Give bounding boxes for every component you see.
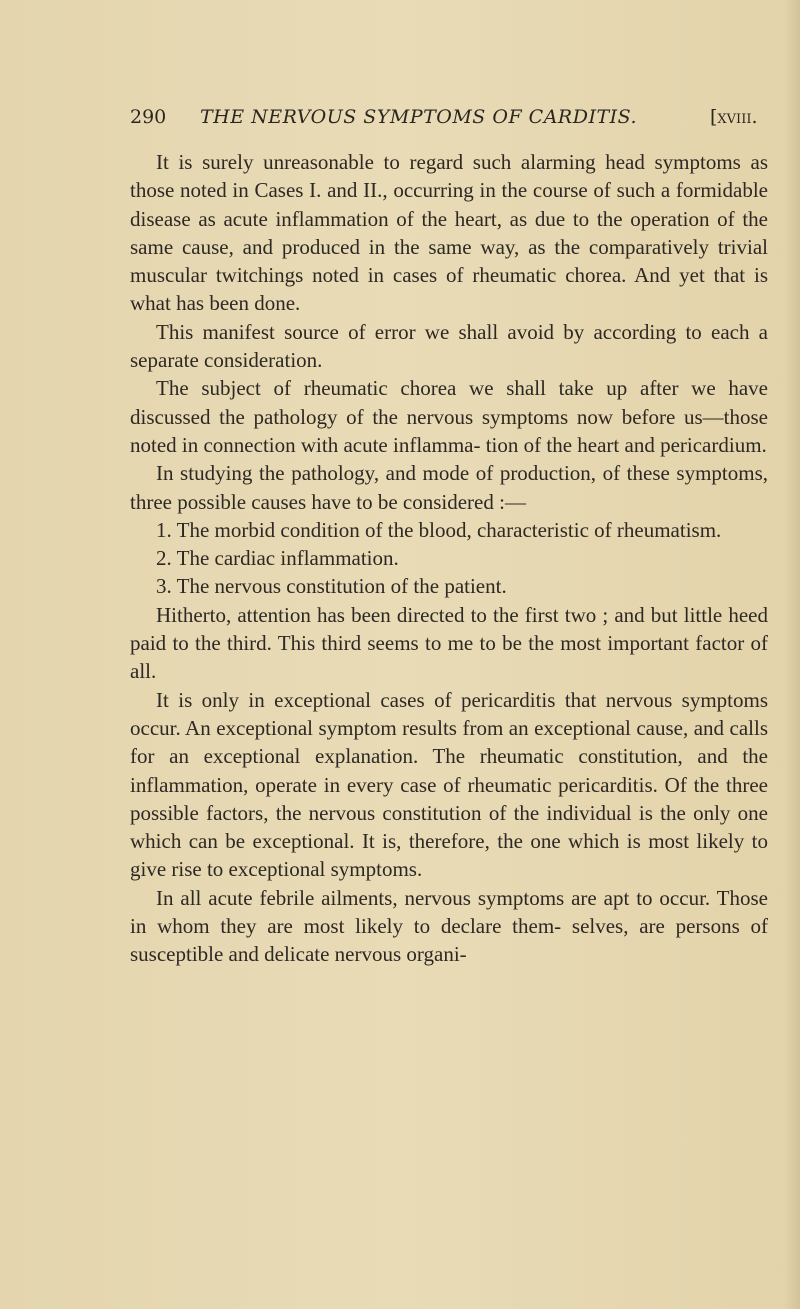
list-item: 1. The morbid condition of the blood, characteristic of rheumatism. [156,517,722,542]
body-text [130,148,768,969]
page-header [130,106,770,136]
page-number: 290 [130,106,167,128]
running-title: THE NERVOUS SYMPTOMS OF CARDITIS. [200,106,638,128]
list-item: 2. The cardiac inflammation. [156,546,399,571]
page-edge-shadow [784,0,800,1309]
paragraph: It is surely unreasonable to regard such alarming head symptoms as those noted in Cases I. and II., occurring in the course of such a formidable disease as acute inflammation of the heart, as due to the operation of the same cause, and produced in the same way, as the comparatively trivial muscular twitchings noted in cases of rheumatic chorea. And yet that is what has been done. [130,150,768,316]
paragraph: In studying the pathology, and mode of production, of these symptoms, three possible causes have to be considered :— [130,461,768,514]
list-item: 3. The nervous constitution of the patient. [156,574,507,599]
paragraph: Hitherto, attention has been directed to the first two ; and but little heed paid to the third. This third seems to me to be the most important factor of all. [130,602,768,684]
paragraph: It is only in exceptional cases of pericarditis that nervous symptoms occur. An exceptional symptom results from an exceptional cause, and calls for an exceptional explanation. The rheumatic constitution, and the inflammation, operate in every case of rheumatic pericarditis. Of the three possible factors, the nervous constitution of the individual is the only one which can be exceptional. It is, therefore, the one which is most likely to give rise to exceptional symptoms. [130,687,768,882]
paragraph: This manifest source of error we shall avoid by according to each a separate consideration. [130,319,768,373]
chapter-marker: [xviii. [710,106,758,128]
paragraph: The subject of rheumatic chorea we shall take up after we have discussed the pathology of the nervous symptoms now before us—those noted in connection with acute inflamma- tion of the heart and pericardium. [130,376,768,457]
paragraph: In all acute febrile ailments, nervous symptoms are apt to occur. Those in whom they are most likely to declare them- selves, are persons of susceptible and delicate nervous organi- [130,885,768,967]
